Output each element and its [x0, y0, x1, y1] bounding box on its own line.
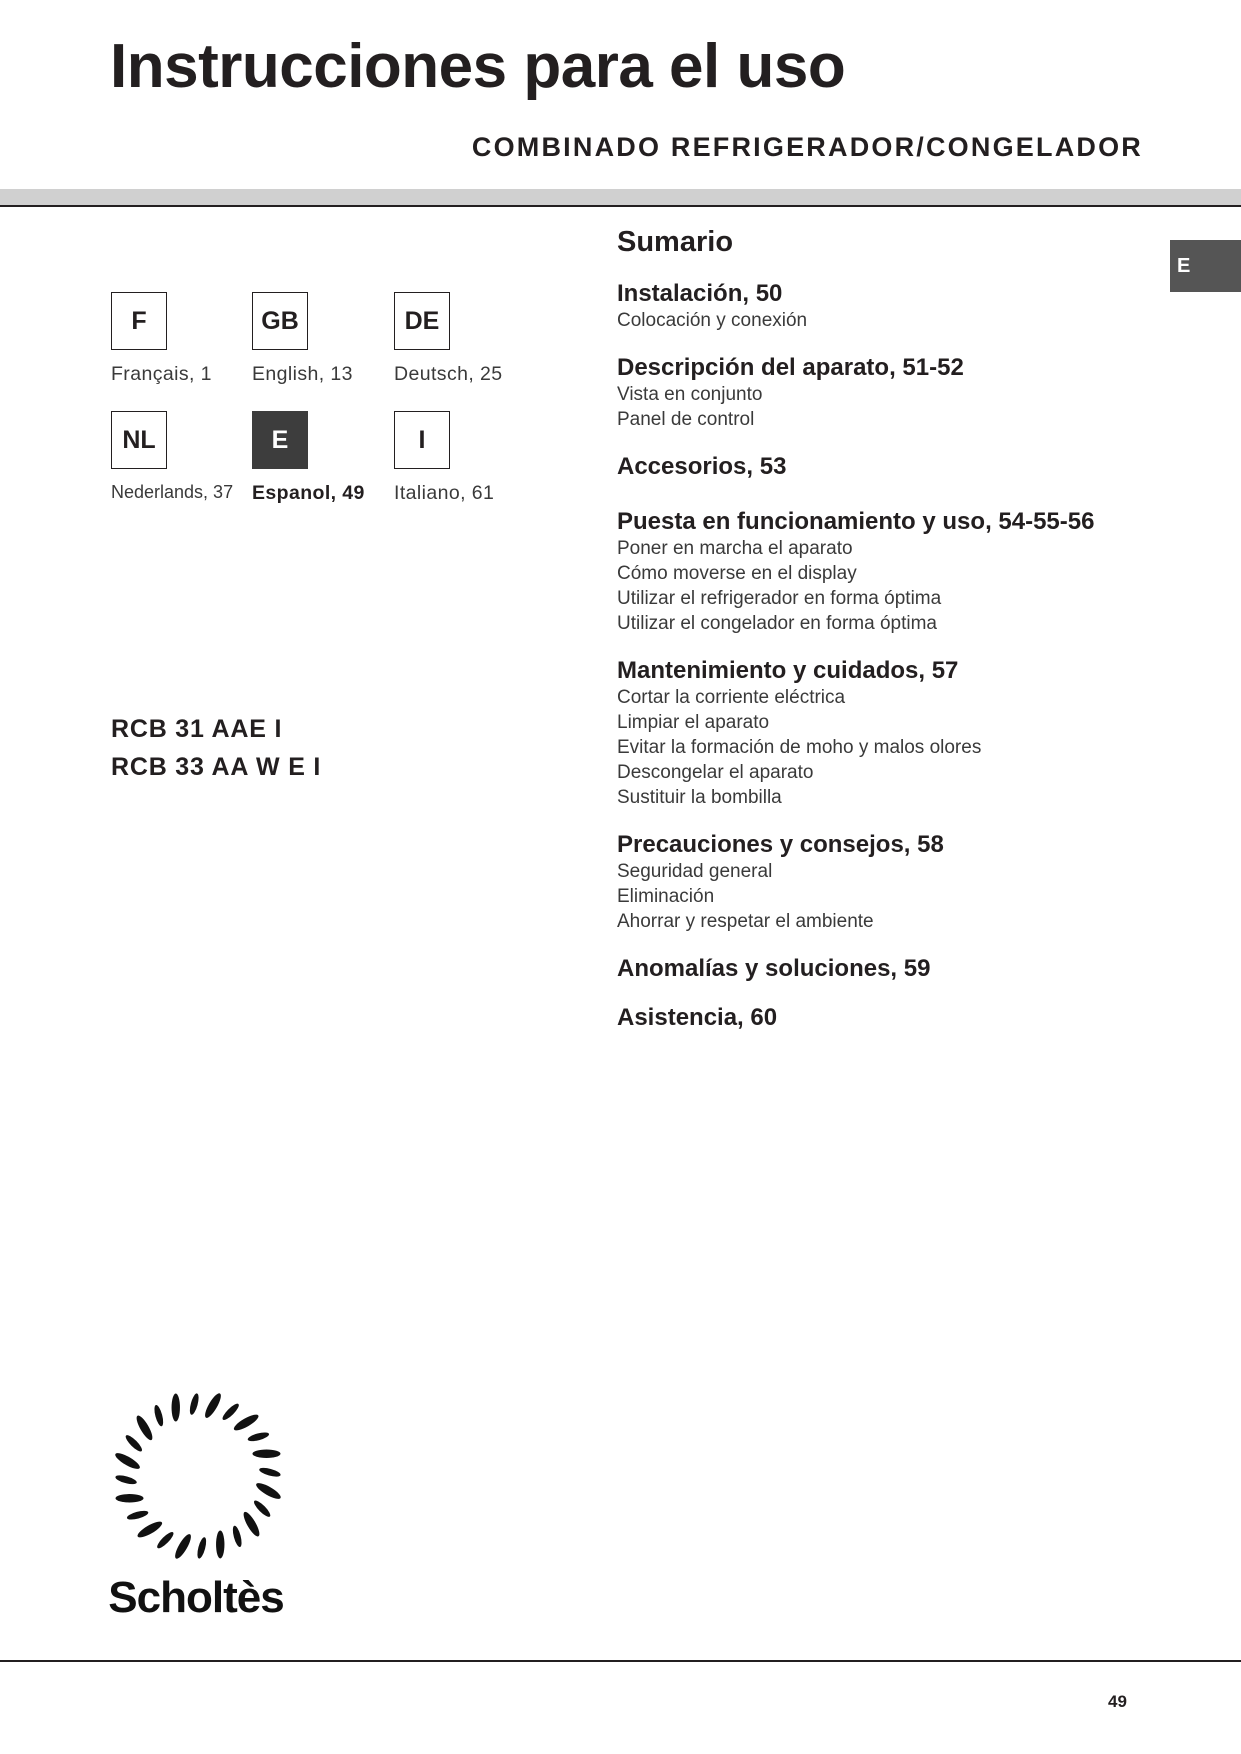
sun-ray [188, 1393, 200, 1416]
toc-heading[interactable]: Puesta en funcionamiento y uso, 54-55-56 [617, 508, 1095, 536]
footer-divider [0, 1660, 1241, 1662]
sun-ray [172, 1532, 193, 1560]
sun-rays-icon [113, 1391, 282, 1560]
sun-ray [115, 1474, 138, 1486]
toc-subitem[interactable]: Utilizar el refrigerador en forma óptima [617, 588, 942, 610]
sun-ray [232, 1412, 260, 1433]
sun-ray [252, 1450, 280, 1458]
sun-ray [116, 1494, 144, 1502]
sun-ray [113, 1450, 141, 1471]
sun-ray [124, 1433, 144, 1453]
language-box-e[interactable]: E [252, 411, 308, 469]
toc-section-puesta-en-funcionamiento [617, 507, 1177, 636]
model-number: RCB 33 AA W E I [111, 753, 322, 781]
toc-subitem[interactable]: Limpiar el aparato [617, 712, 770, 734]
toc-section-mantenimiento [617, 656, 1177, 810]
sun-ray [134, 1414, 155, 1442]
toc-subitem[interactable]: Ahorrar y respetar el ambiente [617, 911, 874, 933]
toc-section-descripcion [617, 353, 1177, 432]
toc-subitem[interactable]: Panel de control [617, 409, 755, 431]
toc-heading[interactable]: Descripción del aparato, 51-52 [617, 354, 964, 382]
sun-ray [231, 1525, 243, 1548]
sun-ray [196, 1536, 208, 1559]
toc-heading[interactable]: Precauciones y consejos, 58 [617, 831, 944, 859]
toc-section-precauciones [617, 830, 1177, 934]
toc-title: Sumario [617, 226, 734, 258]
toc-subitem[interactable]: Poner en marcha el aparato [617, 538, 853, 560]
model-number: RCB 31 AAE I [111, 715, 283, 743]
toc-subitem[interactable]: Eliminación [617, 886, 715, 908]
sun-ray [153, 1404, 165, 1427]
toc-subitem[interactable]: Seguridad general [617, 861, 773, 883]
toc-heading[interactable]: Anomalías y soluciones, 59 [617, 955, 931, 983]
sun-ray [252, 1499, 272, 1519]
language-label-de[interactable]: Deutsch, 25 [394, 363, 503, 385]
toc-subitem[interactable]: Cortar la corriente eléctrica [617, 687, 846, 709]
language-label-e[interactable]: Espanol, 49 [252, 482, 365, 504]
sun-ray [241, 1510, 262, 1538]
page-number: 49 [1108, 1692, 1127, 1711]
brand-name: Scholtès [108, 1573, 284, 1622]
sun-ray [126, 1509, 149, 1521]
product-subtitle: COMBINADO REFRIGERADOR/CONGELADOR [471, 132, 1143, 162]
language-box-de[interactable]: DE [394, 292, 450, 350]
sun-ray [155, 1530, 175, 1550]
language-label-f[interactable]: Français, 1 [111, 363, 212, 385]
toc-section-accesorios [617, 452, 1177, 481]
language-box-nl[interactable]: NL [111, 411, 167, 469]
language-label-nl[interactable]: Nederlands, 37 [111, 482, 234, 502]
table-of-contents [617, 226, 1177, 1052]
toc-heading[interactable]: Asistencia, 60 [617, 1004, 778, 1032]
language-label-gb[interactable]: English, 13 [252, 363, 353, 385]
language-box-f[interactable]: F [111, 292, 167, 350]
toc-heading[interactable]: Mantenimiento y cuidados, 57 [617, 657, 959, 685]
toc-heading[interactable]: Accesorios, 53 [617, 453, 787, 481]
toc-subitem[interactable]: Evitar la formación de moho y malos olores [617, 737, 982, 759]
toc-subitem[interactable]: Colocación y conexión [617, 310, 808, 332]
page-title: Instrucciones para el uso [110, 32, 846, 101]
language-side-tab: E [1170, 240, 1241, 292]
sun-ray [172, 1394, 180, 1422]
toc-subitem[interactable]: Descongelar el aparato [617, 762, 814, 784]
sun-ray [136, 1519, 164, 1540]
toc-heading[interactable]: Instalación, 50 [617, 280, 783, 308]
toc-subitem[interactable]: Sustituir la bombilla [617, 787, 782, 809]
sun-ray [258, 1466, 281, 1478]
sun-ray [221, 1402, 241, 1422]
sun-ray [247, 1431, 270, 1443]
language-label-i[interactable]: Italiano, 61 [394, 482, 495, 504]
sun-ray [216, 1530, 224, 1558]
toc-subitem[interactable]: Cómo moverse en el display [617, 563, 857, 585]
toc-subitem[interactable]: Utilizar el congelador en forma óptima [617, 613, 937, 635]
header-band [0, 189, 1241, 205]
header-divider [0, 205, 1241, 207]
toc-section-instalacion [617, 279, 1177, 333]
toc-section-asistencia [617, 1003, 1177, 1032]
toc-section-anomalias [617, 954, 1177, 983]
language-box-gb[interactable]: GB [252, 292, 308, 350]
language-box-i[interactable]: I [394, 411, 450, 469]
toc-subitem[interactable]: Vista en conjunto [617, 384, 763, 406]
brand-logo [108, 1388, 288, 1628]
sun-ray [202, 1391, 223, 1419]
sun-ray [254, 1480, 282, 1501]
